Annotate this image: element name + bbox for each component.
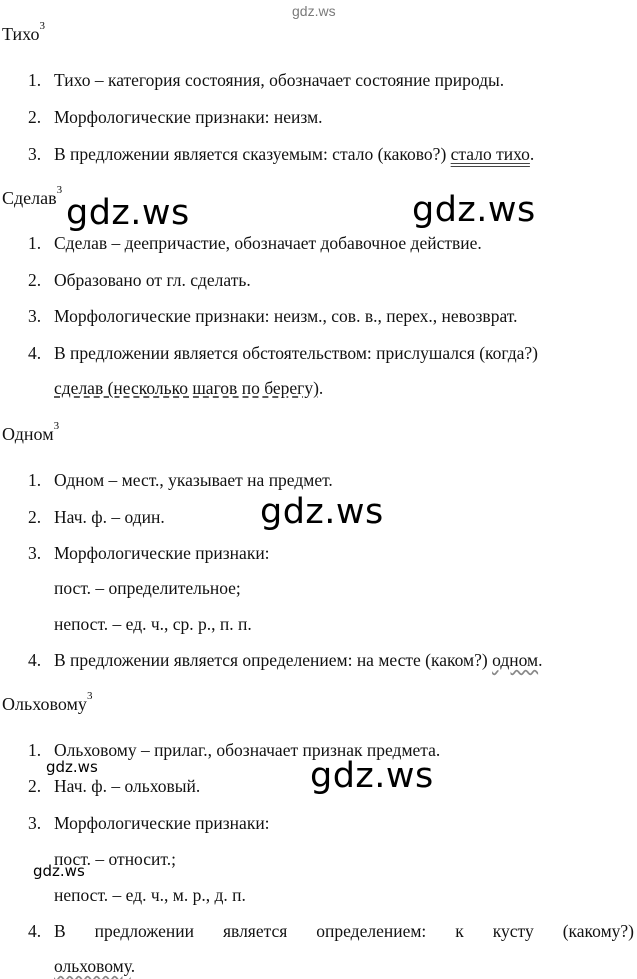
list-item [28,543,270,564]
item-number: 1. [28,740,42,760]
item-text: В предложении является сказуемым: стало (каково?) [54,144,451,164]
sub-line: пост. – определительное; [54,578,241,598]
item-text: Одном – мест., указывает на предмет. [54,470,333,490]
section-heading-sdelav [2,184,63,209]
sub-line: непост. – ед. ч., м. р., д. п. [54,885,246,905]
underlined-attribute: одном [492,650,539,670]
item-tail: . [318,378,324,398]
list-item [28,306,517,327]
watermark: gdz.ws [66,193,190,233]
item-number: 4. [28,650,42,670]
section-heading-tiho [2,20,45,45]
list-item [28,233,482,254]
underlined-predicate: стало тихо [450,144,530,164]
watermark-small: gdz.ws [33,862,85,880]
item-text: Нач. ф. – один. [54,507,165,527]
item-continuation [54,378,323,399]
underlined-attribute: ольховому [54,956,131,976]
heading-superscript: 3 [39,20,45,32]
watermark-small: gdz.ws [46,758,98,776]
item-number: 2. [28,776,42,796]
item-number: 2. [28,270,42,290]
watermark: gdz.ws [260,492,384,532]
item-number: 3. [28,543,42,563]
item-text: Морфологические признаки: неизм. [54,107,323,127]
item-text: Ольховому – прилаг., обозначает признак предмета. [54,740,441,760]
sub-line: пост. – относит.; [54,849,176,869]
list-item [28,107,323,128]
item-text: В предложении является определением: на месте (каком?) [54,650,493,670]
item-number: 4. [28,921,42,941]
item-text: Сделав – деепричастие, обозначает добавочное действие. [54,233,482,253]
item-number: 1. [28,470,42,490]
watermark: gdz.ws [310,756,434,796]
list-item [28,343,538,364]
item-text: Морфологические признаки: [54,543,270,563]
heading-word: Сделав [2,188,57,208]
item-text: Нач. ф. – ольховый. [54,776,201,796]
item-tail: . [130,956,136,976]
underlined-adverbial: сделав (несколько шагов по берегу) [54,378,319,398]
item-number: 2. [28,507,42,527]
item-text: Образовано от гл. сделать. [54,270,251,290]
heading-word: Тихо [2,24,40,44]
item-number: 3. [28,813,42,833]
list-item [28,507,165,528]
item-number: 3. [28,306,42,326]
heading-superscript: 3 [53,420,60,432]
sub-line: непост. – ед. ч., ср. р., п. п. [54,614,252,634]
section-heading-odnom [2,420,60,445]
list-item [28,921,634,942]
list-item [28,776,200,797]
list-item [28,144,534,165]
item-text: Тихо – категория состояния, обозначает состояние природы. [54,70,505,90]
list-item [28,470,333,491]
heading-word: Одном [2,424,54,444]
item-number: 4. [28,343,42,363]
site-header[interactable]: gdz.ws [292,3,336,19]
item-tail: . [538,650,543,670]
item-continuation [54,956,135,977]
item-number: 2. [28,107,42,127]
item-number: 1. [28,70,42,90]
list-item [28,270,251,291]
item-number: 1. [28,233,42,253]
item-text: В предложении является определением: к кусту (какому?) [54,921,634,941]
list-item [28,813,270,834]
heading-word: Ольховому [2,694,87,714]
item-text: В предложении является обстоятельством: прислушался (когда?) [54,343,538,363]
watermark: gdz.ws [412,190,536,230]
list-item [28,70,504,91]
item-text: Морфологические признаки: [54,813,270,833]
section-heading-olkhovomu [2,690,93,715]
item-tail: . [529,144,535,164]
list-item [28,650,542,671]
item-number: 3. [28,144,42,164]
heading-superscript: 3 [86,690,93,702]
item-text: Морфологические признаки: неизм., сов. в., перех., невозврат. [54,306,518,326]
heading-superscript: 3 [56,184,63,196]
